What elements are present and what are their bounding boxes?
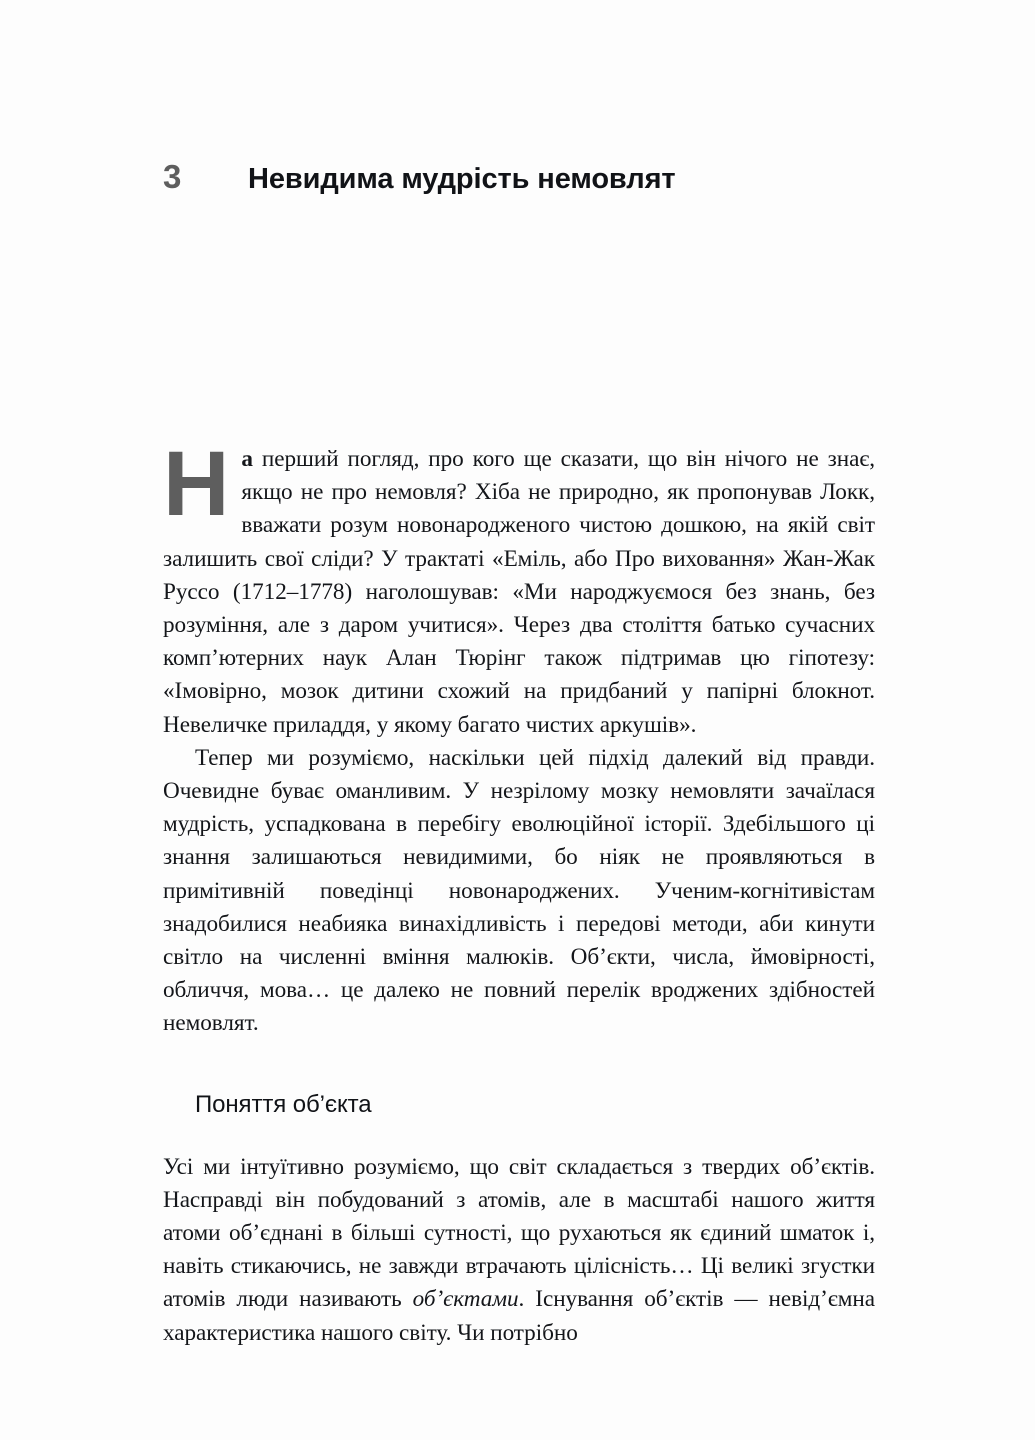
chapter-number: 3: [163, 158, 182, 196]
paragraph-second: Тепер ми розуміємо, наскільки цей підхід далекий від правди. Очевидне буває оманливим. У незрілому мозку немовляти зачаїлася мудрість, успадкована в перебігу еволюційної історії. Здебільшого ці знання залишаються невидимими, бо ніяк не проявляються в примітивній поведінці новонароджених. Ученим-когнітивістам знадобилися неабияка винахідливість і передові методи, аби кинути світло на численні вміння малюків. Об’єкти, числа, ймовірності, обличчя, мова… це далеко не повний перелік вроджених здібностей немовлят.: [163, 744, 875, 1037]
section-paragraph-part-two: . Існування об’єктів — невід’ємна характеристика нашого світу. Чи потрібно: [163, 1286, 875, 1346]
paragraph-section-first: [163, 1151, 875, 1350]
spacer-before-subheading: [163, 1041, 875, 1088]
paragraph-opening-text: перший погляд, про кого ще сказати, що він нічого не знає, якщо не про немовля? Хіба не природно, як пропонував Локк, вважати розум новонародженого чистою дошкою, на якій світ залишить свої сліди? У трактаті «Еміль, або Про виховання» Жан-Жак Руссо (1712–1778) наголошував: «Ми народжуємося без знань, без розуміння, але з даром учитися». Через два століття батько сучасних комп’ютерних наук Алан Тюрінг також підтримав цю гіпотезу: «Імовірно, мозок дитини схожий на придбаний у папірні блокнот. Невеличке приладдя, у якому багато чистих аркушів».: [163, 446, 875, 738]
spacer-after-subheading: [163, 1121, 875, 1151]
page-content: [163, 433, 875, 1350]
section-heading: Поняття об’єкта: [195, 1090, 372, 1118]
drop-cap: Н: [163, 433, 230, 535]
section-paragraph-italic-term: об’єктами: [412, 1286, 519, 1313]
section-paragraph-part-one: Усі ми інтуїтивно розуміємо, що світ складається з твердих об’єктів. Насправді він побудований з атомів, але в масштабі нашого життя атоми об’єднані в більші сутності, що рухаються як єдиний шматок і, навіть стикаючись, не завжди втрачають цілісність… Ці великі згустки атомів люди називають: [163, 1153, 875, 1313]
chapter-header: [163, 140, 875, 219]
chapter-title: Невидима мудрість немовлят: [248, 163, 676, 196]
paragraph-opening: [163, 433, 875, 742]
lead-bold-letter: а: [241, 446, 253, 472]
